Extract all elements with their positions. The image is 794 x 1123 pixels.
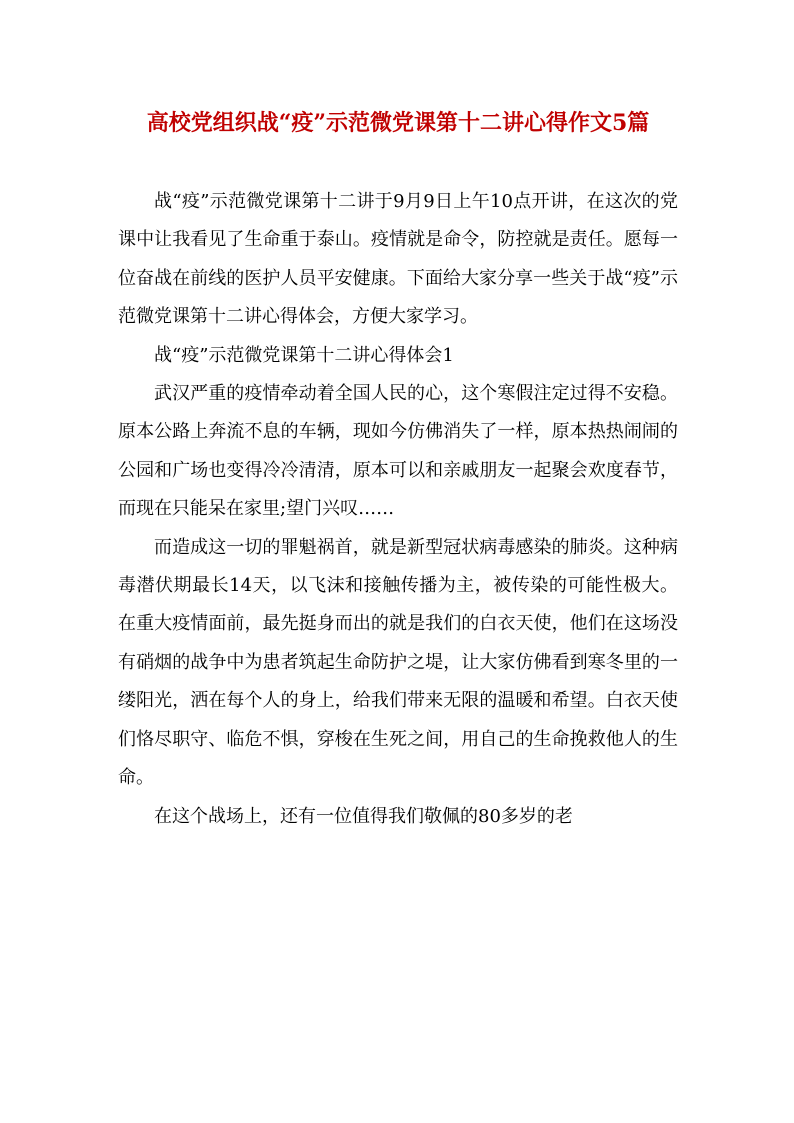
body-paragraph: 而造成这一切的罪魁祸首，就是新型冠状病毒感染的肺炎。这种病毒潜伏期最长14天，以飞沫和接触传播为主，被传染的可能性极大。在重大疫情面前，最先挺身而出的就是我们的白衣天使，他们在这场没有硝烟的战争中为患者筑起生命防护之堤，让大家仿佛看到寒冬里的一缕阳光，洒在每个人的身上，给我们带来无限的温暖和希望。白衣天使们恪尽职守、临危不惧，穿梭在生死之间，用自己的生命挽救他人的生命。: [118, 536, 678, 789]
section-heading: 战“疫”示范微党课第十二讲心得体会1: [154, 344, 454, 366]
intro-paragraph: 战“疫”示范微党课第十二讲于9月9日上午10点开讲，在这次的党课中让我看见了生命重于泰山。疫情就是命令，防控就是责任。愿每一位奋战在前线的医护人员平安健康。下面给大家分享一些关于战“疫”示范微党课第十二讲心得体会，方便大家学习。: [118, 191, 678, 328]
document-body: [118, 183, 678, 836]
document-title: 高校党组织战“疫”示范微党课第十二讲心得作文5篇: [146, 110, 650, 136]
body-paragraph: 在这个战场上，还有一位值得我们敬佩的80多岁的老: [154, 805, 573, 827]
body-paragraph: 武汉严重的疫情牵动着全国人民的心，这个寒假注定过得不安稳。原本公路上奔流不息的车辆，现如今仿佛消失了一样，原本热热闹闹的公园和广场也变得冷冷清清，原本可以和亲戚朋友一起聚会欢度春节，而现在只能呆在家里;望门兴叹……: [118, 383, 678, 520]
